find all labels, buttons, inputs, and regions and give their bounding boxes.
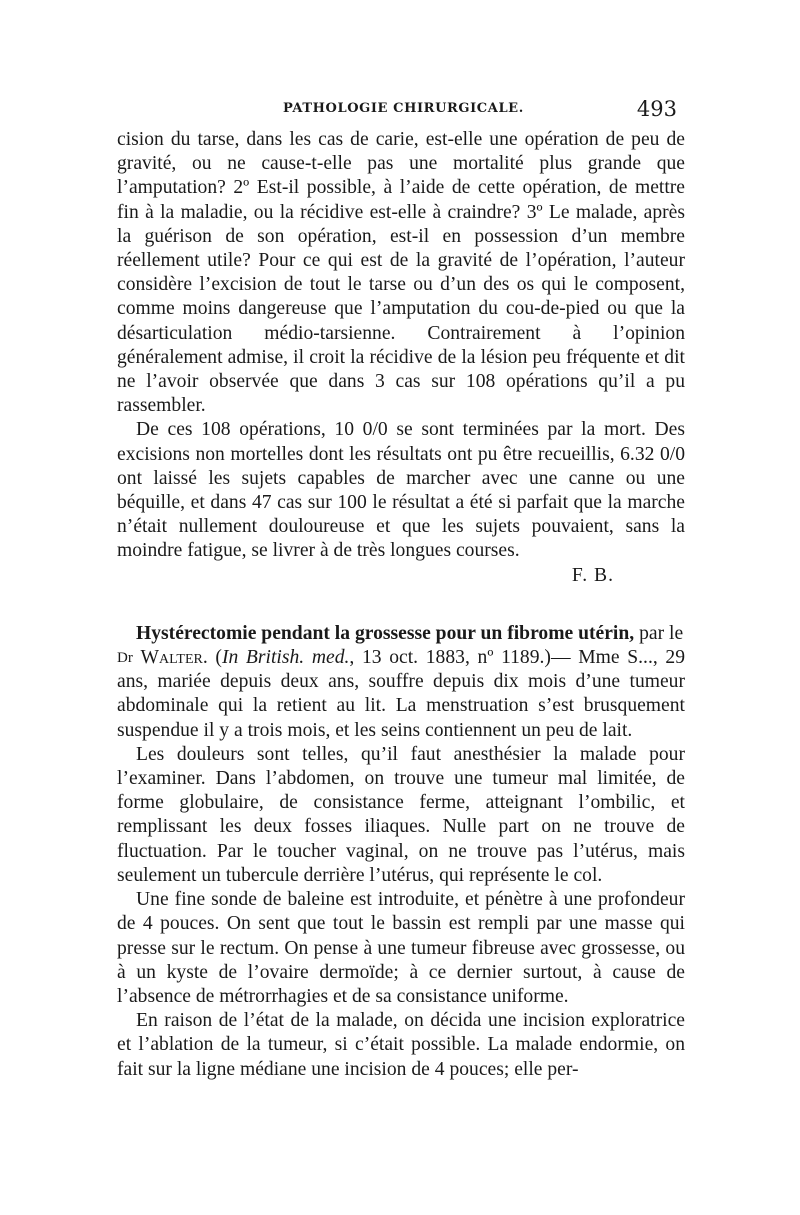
paragraph: De ces 108 opérations, 10 0/0 se sont terminées par la mort. Des excisions non mortelles dont les résultats ont pu être recueillis, 6.32 0/0 ont laissé les sujets capables de marcher avec une canne ou une béquille, et dans 47 cas sur 100 le résultat a été si parfait que la marche n’était nullement douloureuse et que les sujets pouvaient, sans la moindre fatigue, se livrer à de très longues courses.: [117, 419, 685, 562]
running-header: [117, 97, 685, 125]
paragraph: cision du tarse, dans les cas de carie, est-elle une opération de peu de gravité, ou ne cause-t-elle pas une mortalité plus grande que l’amputation? 2º Est-il possible, à l’aide de cette opération, de mettre fin à la maladie, ou la récidive est-elle à craindre? 3º Le malade, après la guérison de son opération, est-il en possession d’un membre réellement utile? Pour ce qui est de la gravité de l’opération, l’auteur considère l’excision de tout le tarse ou d’un des os qui le composent, comme moins dangereuse que l’amputation du cou-de-pied ou que la désarticulation médio-tarsienne. Contrairement à l’opinion généralement admise, il croit la récidive de la lésion peu fréquente et dit ne l’avoir observée que dans 3 cas sur 108 opérations qu’il a pu rassembler.: [117, 129, 685, 417]
citation-open: . (: [202, 647, 222, 669]
author-name: Walter: [140, 647, 203, 669]
byline-text: par le: [634, 622, 684, 644]
article-heading-paragraph: [117, 622, 685, 743]
page-number: 493: [636, 97, 677, 121]
author-signature: F. B.: [571, 564, 614, 586]
author-title: Dr: [117, 650, 133, 667]
citation-and-summary: , 13 oct. 1883, nº 1189.)— Mme S..., 29 ans, mariée depuis deux ans, souffre depuis dix mois d’une tumeur abdominale qui la retient au lit. La menstruation s’est brusquement suspendue il y a trois mois, et les seins contiennent un peu de lait.: [117, 647, 686, 741]
paragraph: Une fine sonde de baleine est introduite, et pénètre à une profondeur de 4 pouces. On sent que tout le bassin est rempli par une masse qui presse sur le rectum. On pense à une tumeur fibreuse avec grossesse, ou à un kyste de l’ovaire dermoïde; à ce dernier surtout, à cause de l’absence de métrorrhagies et de sa consistance uniforme.: [117, 889, 685, 1007]
running-title: PATHOLOGIE CHIRURGICALE.: [283, 101, 524, 116]
citation-source: In British. med.: [221, 647, 350, 669]
article-title: Hystérectomie pendant la grossesse pour un fibrome utérin,: [136, 622, 635, 644]
section-gap: [117, 588, 685, 622]
body-text: [117, 128, 685, 1082]
paragraph: En raison de l’état de la malade, on décida une incision exploratrice et l’ablation de la tumeur, si c’était possible. La malade endormie, on fait sur la ligne médiane une incision de 4 pouces; elle per-: [117, 1010, 685, 1080]
paragraph: Les douleurs sont telles, qu’il faut anesthésier la malade pour l’examiner. Dans l’abdomen, on trouve une tumeur mal limitée, de forme globulaire, de consistance ferme, atteignant l’ombilic, et remplissant les deux fosses iliaques. Nulle part on ne trouve de fluctuation. Par le toucher vaginal, on ne trouve pas l’utérus, mais seulement un tubercule derrière l’utérus, qui représente le col.: [117, 743, 685, 886]
